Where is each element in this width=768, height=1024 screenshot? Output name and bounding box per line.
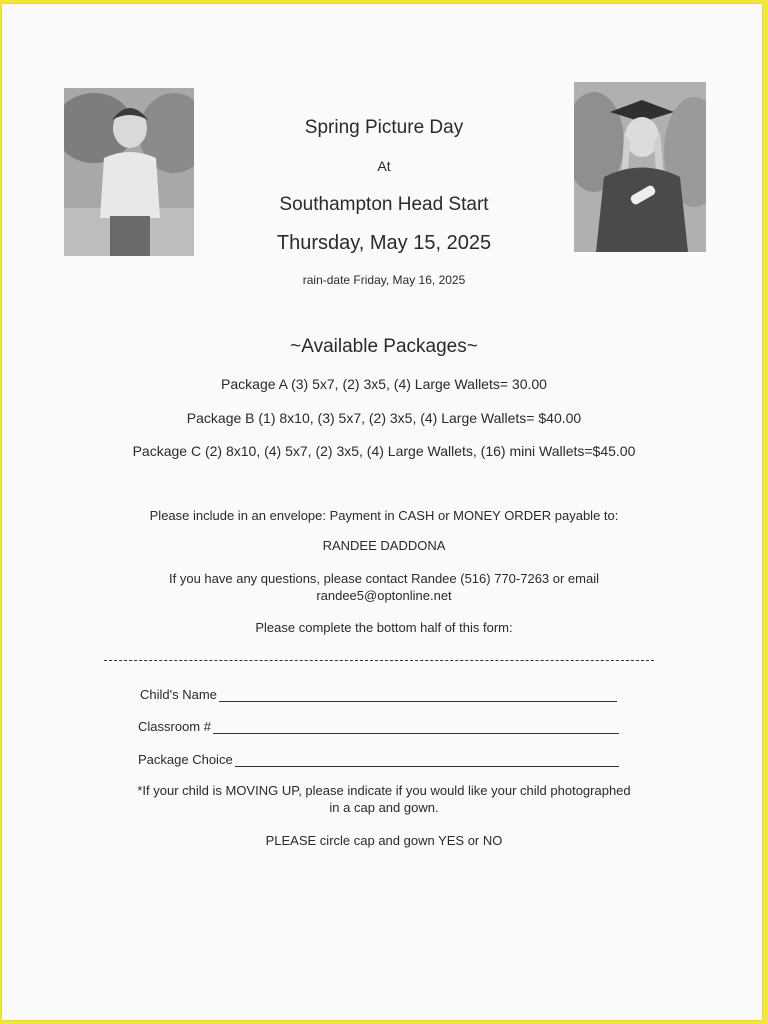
cap-gown-instruction: PLEASE circle cap and gown YES or NO <box>265 833 503 848</box>
event-title: Spring Picture Day <box>304 117 464 138</box>
packages-heading: ~Available Packages~ <box>290 336 478 357</box>
package-b: Package B (1) 8x10, (3) 5x7, (2) 3x5, (4) Large Wallets= $40.00 <box>186 410 582 426</box>
contact-info <box>0 570 768 604</box>
package-choice-line[interactable] <box>235 752 619 767</box>
cut-line <box>104 660 654 661</box>
moving-up-note <box>0 782 768 816</box>
classroom-label: Classroom # <box>138 719 211 734</box>
package-choice-field[interactable] <box>138 749 619 767</box>
child-name-field[interactable] <box>140 684 617 702</box>
package-c: Package C (2) 8x10, (4) 5x7, (2) 3x5, (4) Large Wallets, (16) mini Wallets=$45.00 <box>132 443 636 459</box>
event-date: Thursday, May 15, 2025 <box>276 232 492 254</box>
at-text: At <box>377 158 391 174</box>
package-choice-label: Package Choice <box>138 752 233 767</box>
classroom-field[interactable] <box>138 716 619 734</box>
child-name-line[interactable] <box>219 687 617 702</box>
child-name-label: Child's Name <box>140 687 217 702</box>
moving-up-line1: *If your child is MOVING UP, please indicate if you would like your child photographed <box>137 783 631 798</box>
contact-line: If you have any questions, please contact Randee (516) 770-7263 or email <box>169 571 599 586</box>
moving-up-line2: in a cap and gown. <box>329 800 439 815</box>
payment-instructions: Please include in an envelope: Payment in CASH or MONEY ORDER payable to: <box>149 508 619 523</box>
rain-date: rain-date Friday, May 16, 2025 <box>302 273 466 287</box>
payee-name: RANDEE DADDONA <box>322 538 446 553</box>
school-name: Southampton Head Start <box>279 194 489 215</box>
complete-instruction: Please complete the bottom half of this form: <box>255 620 513 635</box>
classroom-line[interactable] <box>213 719 619 734</box>
contact-email: randee5@optonline.net <box>316 588 452 603</box>
package-a: Package A (3) 5x7, (2) 3x5, (4) Large Wallets= 30.00 <box>221 376 547 392</box>
